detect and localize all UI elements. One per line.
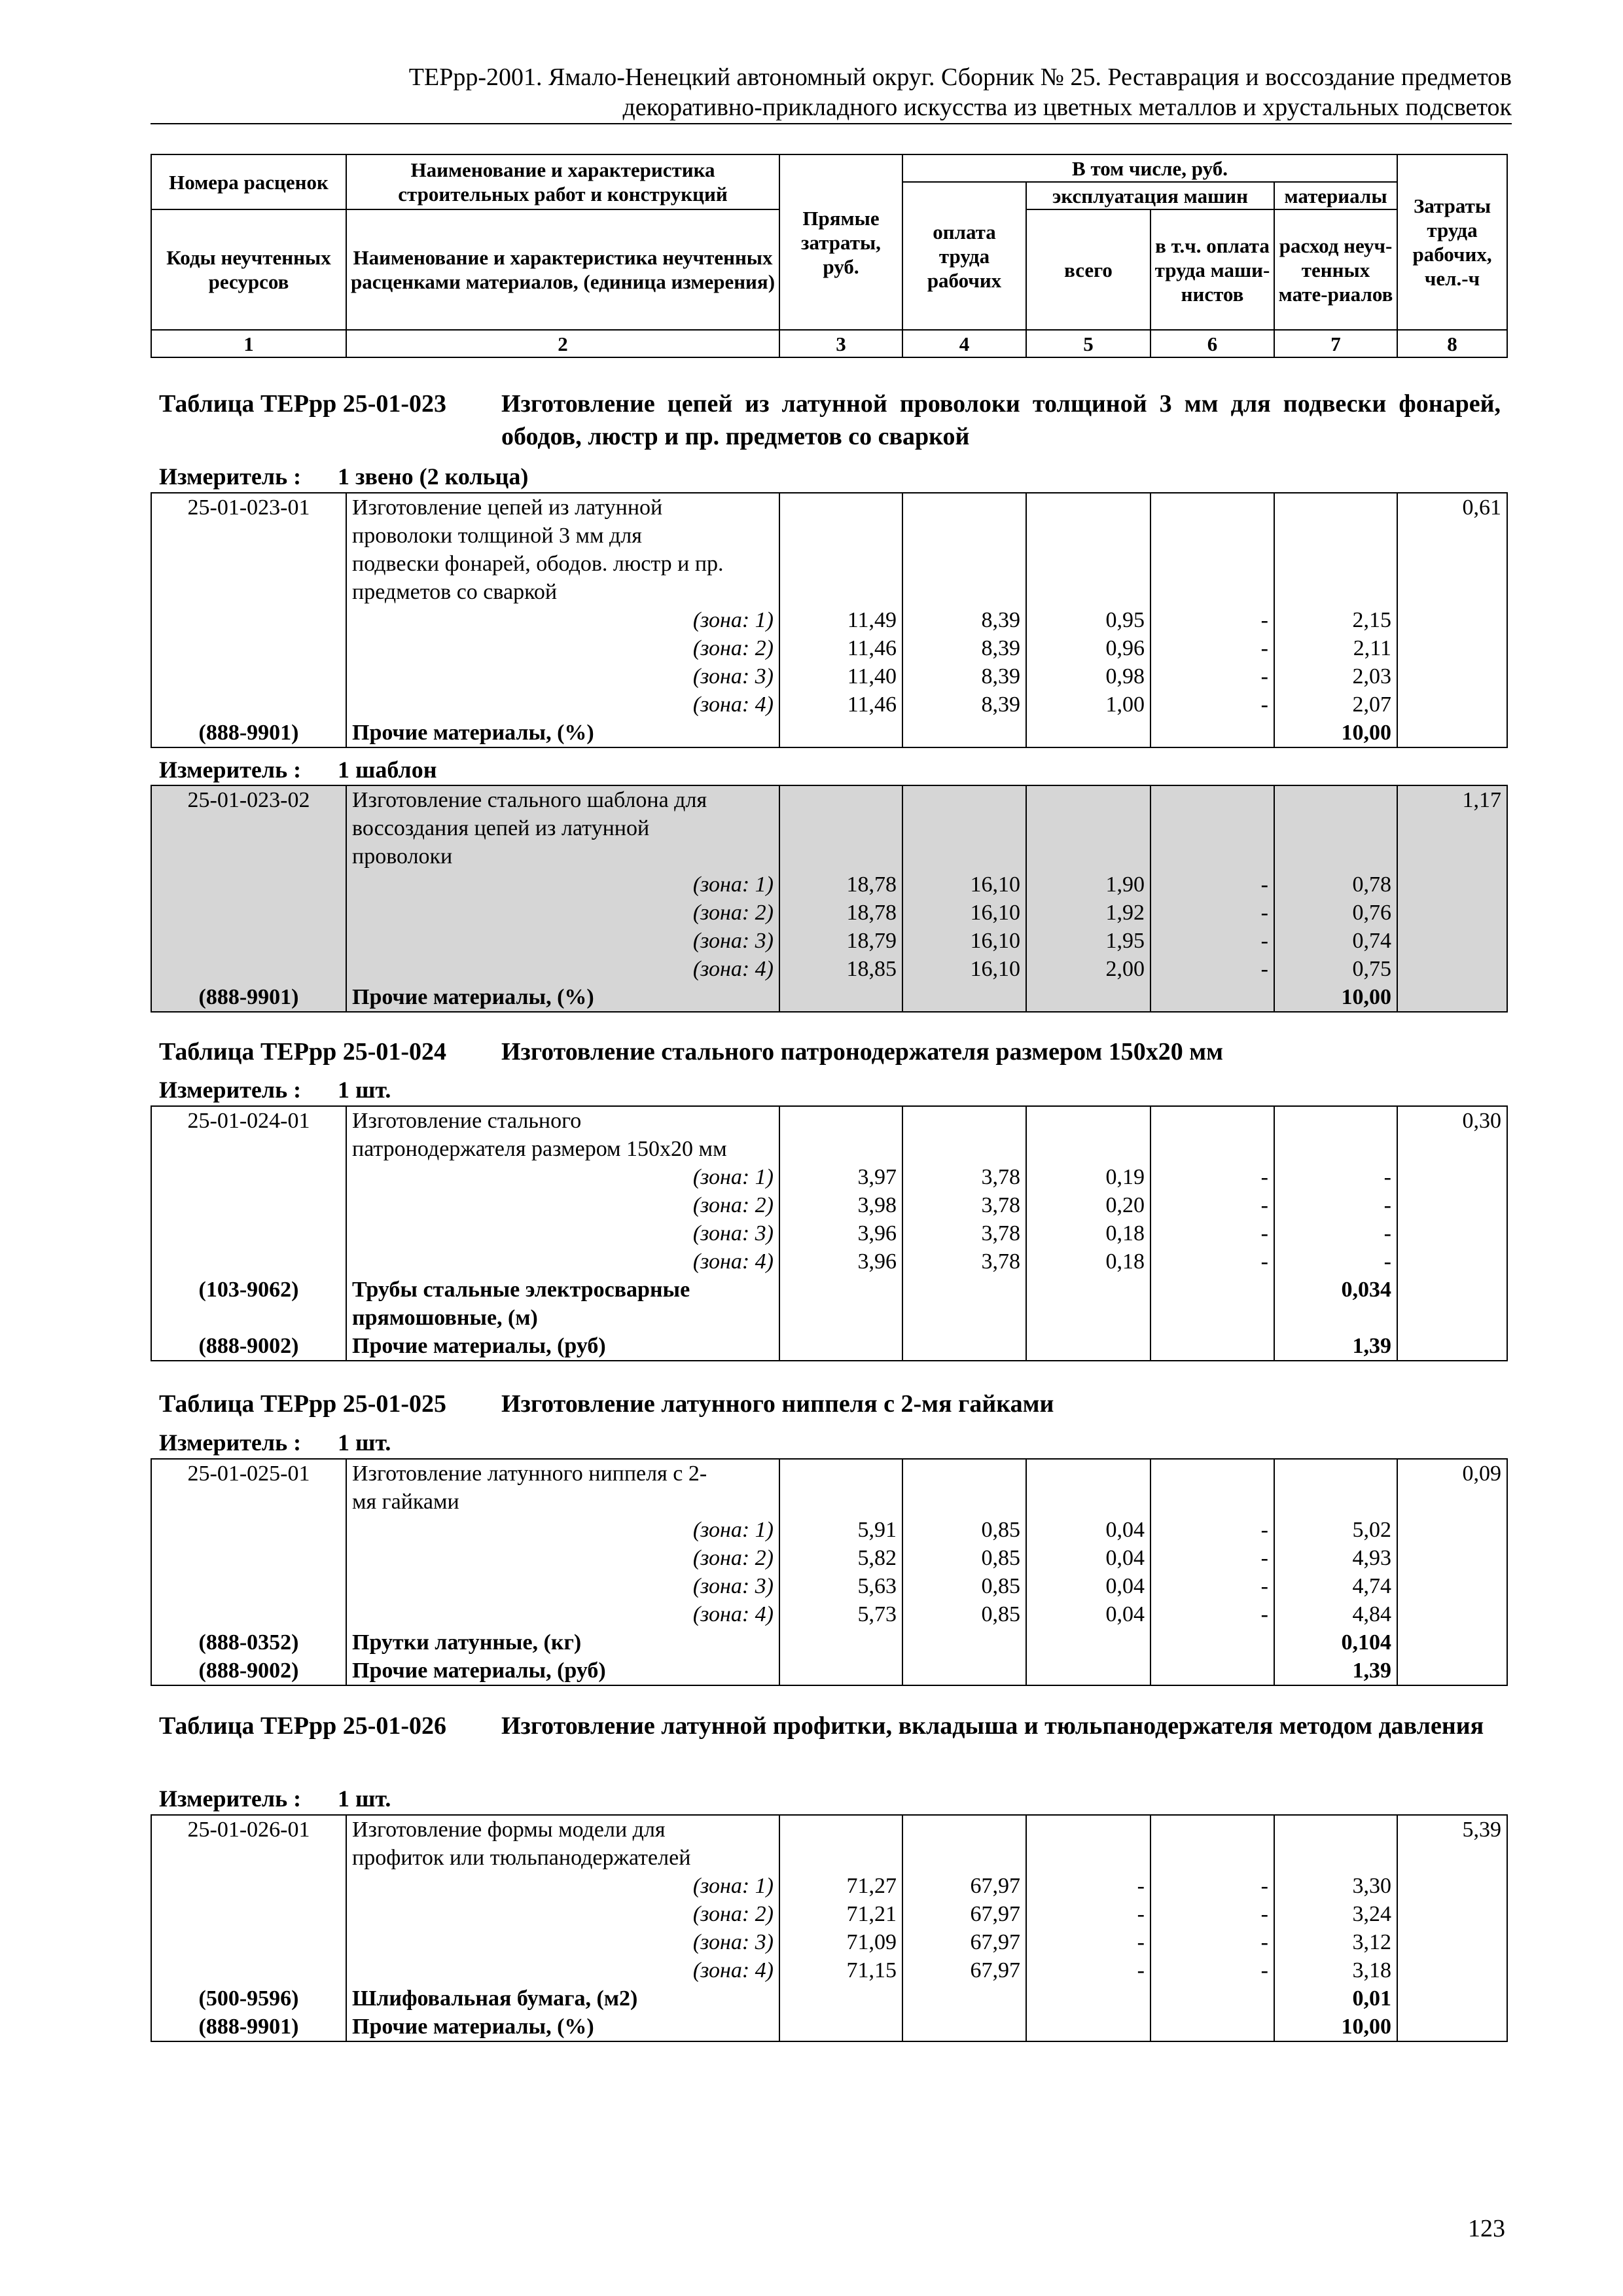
zone-row <box>151 634 1507 662</box>
resource-code: (888-9901) <box>151 2013 346 2041</box>
table-row <box>151 1815 1507 1844</box>
resource-qty: 10,00 <box>1274 983 1397 1012</box>
resource-qty: 0,034 <box>1274 1276 1397 1304</box>
group-header: В том числе, руб. <box>902 154 1397 182</box>
resource-row <box>151 2013 1507 2041</box>
direct-cost: 18,78 <box>779 870 902 899</box>
operator-wage: - <box>1150 870 1274 899</box>
resource-qty: 0,104 <box>1274 1628 1397 1657</box>
direct-cost: 11,46 <box>779 634 902 662</box>
zone-label: (зона: 3) <box>346 927 779 955</box>
operator-wage: - <box>1150 927 1274 955</box>
material-cost: 0,78 <box>1274 870 1397 899</box>
operator-wage: - <box>1150 662 1274 691</box>
resource-row <box>151 1657 1507 1685</box>
zone-row <box>151 691 1507 719</box>
zone-label: (зона: 4) <box>346 1247 779 1276</box>
zone-label: (зона: 3) <box>346 1219 779 1247</box>
rate-name: подвески фонарей, ободов. люстр и пр. <box>346 550 779 578</box>
table-row <box>151 522 1507 550</box>
table-row <box>151 1135 1507 1163</box>
zone-row <box>151 899 1507 927</box>
resource-code: (103-9062) <box>151 1276 346 1304</box>
measure-value: 1 звено (2 кольца) <box>338 463 529 490</box>
zone-row <box>151 1544 1507 1572</box>
labor-cost: 0,30 <box>1397 1106 1507 1135</box>
operator-wage: - <box>1150 1600 1274 1628</box>
operator-wage: - <box>1150 1163 1274 1191</box>
rate-name: мя гайками <box>346 1488 779 1516</box>
zone-row <box>151 1872 1507 1900</box>
resource-qty: 10,00 <box>1274 2013 1397 2041</box>
zone-row <box>151 1572 1507 1600</box>
wage-cost: 8,39 <box>902 634 1026 662</box>
table-caption: Изготовление латунного ниппеля с 2-мя гайками <box>501 1390 1054 1418</box>
zone-label: (зона: 2) <box>346 1544 779 1572</box>
zone-label: (зона: 4) <box>346 691 779 719</box>
zone-row <box>151 1900 1507 1928</box>
rate-name: патронодержателя размером 150х20 мм <box>346 1135 779 1163</box>
direct-cost: 71,15 <box>779 1956 902 1984</box>
resource-code: (888-9901) <box>151 719 346 747</box>
machine-cost: 0,04 <box>1026 1516 1150 1544</box>
operator-wage: - <box>1150 955 1274 983</box>
rate-table <box>151 492 1508 748</box>
operator-wage: - <box>1150 1516 1274 1544</box>
zone-row <box>151 1600 1507 1628</box>
resource-qty: 1,39 <box>1274 1657 1397 1685</box>
table-row <box>151 578 1507 606</box>
rate-table <box>151 1105 1508 1361</box>
zone-label: (зона: 1) <box>346 606 779 634</box>
col-number-6: 6 <box>1150 330 1274 357</box>
operator-wage: - <box>1150 606 1274 634</box>
rate-name: воссоздания цепей из латунной <box>346 814 779 842</box>
material-cost: 4,93 <box>1274 1544 1397 1572</box>
rate-name: Изготовление формы модели для <box>346 1815 779 1844</box>
table-row <box>151 493 1507 522</box>
labor-cost: 1,17 <box>1397 785 1507 814</box>
rate-name: предметов со сваркой <box>346 578 779 606</box>
resource-name: Прочие материалы, (%) <box>346 2013 779 2041</box>
wage-cost: 8,39 <box>902 691 1026 719</box>
resource-code: (888-9002) <box>151 1657 346 1685</box>
operator-wage: - <box>1150 634 1274 662</box>
zone-row <box>151 927 1507 955</box>
operator-wage: - <box>1150 1219 1274 1247</box>
resource-code: (500-9596) <box>151 1984 346 2013</box>
col4-header: оплата труда рабочих <box>902 182 1026 330</box>
wage-cost: 16,10 <box>902 927 1026 955</box>
machine-cost: 0,19 <box>1026 1163 1150 1191</box>
operator-wage: - <box>1150 899 1274 927</box>
wage-cost: 0,85 <box>902 1572 1026 1600</box>
measure-value: 1 шт. <box>338 1785 391 1812</box>
measure-value: 1 шт. <box>338 1429 391 1456</box>
machine-cost: 0,04 <box>1026 1572 1150 1600</box>
direct-cost: 18,85 <box>779 955 902 983</box>
material-cost: 2,07 <box>1274 691 1397 719</box>
wage-cost: 67,97 <box>902 1900 1026 1928</box>
resource-row <box>151 1276 1507 1304</box>
zone-row <box>151 1247 1507 1276</box>
machine-cost: 1,95 <box>1026 927 1150 955</box>
machines-header: эксплуатация машин <box>1026 182 1274 209</box>
zone-label: (зона: 1) <box>346 1516 779 1544</box>
measure-value: 1 шаблон <box>338 757 437 783</box>
machine-cost: 0,96 <box>1026 634 1150 662</box>
measure-value: 1 шт. <box>338 1077 391 1103</box>
resource-row <box>151 983 1507 1012</box>
zone-row <box>151 1191 1507 1219</box>
measure-line <box>159 463 528 490</box>
table-caption: Изготовление латунной профитки, вкладыша и тюльпанодержателя методом давления <box>501 1712 1484 1740</box>
zone-label: (зона: 2) <box>346 899 779 927</box>
material-cost: 2,03 <box>1274 662 1397 691</box>
direct-cost: 11,49 <box>779 606 902 634</box>
table-row <box>151 1106 1507 1135</box>
resource-row <box>151 1984 1507 2013</box>
wage-cost: 3,78 <box>902 1219 1026 1247</box>
material-cost: 4,74 <box>1274 1572 1397 1600</box>
zone-label: (зона: 3) <box>346 662 779 691</box>
resource-name: Прочие материалы, (руб) <box>346 1657 779 1685</box>
rate-table <box>151 1458 1508 1686</box>
material-cost: 3,24 <box>1274 1900 1397 1928</box>
table-number: Таблица ТЕРрр 25-01-026 <box>159 1712 447 1740</box>
table-row <box>151 814 1507 842</box>
measure-line <box>159 1077 391 1103</box>
rate-code: 25-01-024-01 <box>151 1106 346 1135</box>
rate-table <box>151 1814 1508 2042</box>
operator-wage: - <box>1150 1900 1274 1928</box>
rate-name: проволоки <box>346 842 779 870</box>
zone-label: (зона: 2) <box>346 634 779 662</box>
zone-row <box>151 870 1507 899</box>
direct-cost: 5,82 <box>779 1544 902 1572</box>
material-cost: 2,15 <box>1274 606 1397 634</box>
resource-name: прямошовные, (м) <box>346 1304 779 1332</box>
operator-wage: - <box>1150 1928 1274 1956</box>
wage-cost: 8,39 <box>902 606 1026 634</box>
rate-name: Изготовление цепей из латунной <box>346 493 779 522</box>
material-cost: 4,84 <box>1274 1600 1397 1628</box>
resource-code: (888-9002) <box>151 1332 346 1361</box>
zone-label: (зона: 1) <box>346 870 779 899</box>
measure-label: Измеритель : <box>159 1785 302 1812</box>
wage-cost: 67,97 <box>902 1956 1026 1984</box>
direct-cost: 11,40 <box>779 662 902 691</box>
direct-cost: 5,91 <box>779 1516 902 1544</box>
direct-cost: 71,21 <box>779 1900 902 1928</box>
wage-cost: 0,85 <box>902 1600 1026 1628</box>
wage-cost: 3,78 <box>902 1191 1026 1219</box>
col-number-5: 5 <box>1026 330 1150 357</box>
material-cost: 5,02 <box>1274 1516 1397 1544</box>
operator-wage: - <box>1150 1956 1274 1984</box>
material-cost: - <box>1274 1191 1397 1219</box>
rate-name: Изготовление стального шаблона для <box>346 785 779 814</box>
zone-row <box>151 1219 1507 1247</box>
measure-label: Измеритель : <box>159 757 302 783</box>
wage-cost: 67,97 <box>902 1872 1026 1900</box>
material-cost: 3,30 <box>1274 1872 1397 1900</box>
material-cost: 0,74 <box>1274 927 1397 955</box>
zone-label: (зона: 3) <box>346 1928 779 1956</box>
zone-row <box>151 955 1507 983</box>
resource-qty: 0,01 <box>1274 1984 1397 2013</box>
col7-header: расход неуч-тенных мате-риалов <box>1274 209 1397 330</box>
rate-code: 25-01-026-01 <box>151 1815 346 1844</box>
col-number-4: 4 <box>902 330 1026 357</box>
measure-label: Измеритель : <box>159 463 302 490</box>
zone-row <box>151 1956 1507 1984</box>
table-number: Таблица ТЕРрр 25-01-025 <box>159 1390 447 1418</box>
materials-header: материалы <box>1274 182 1397 209</box>
wage-cost: 16,10 <box>902 899 1026 927</box>
measure-label: Измеритель : <box>159 1077 302 1103</box>
zone-row <box>151 1516 1507 1544</box>
machine-cost: - <box>1026 1956 1150 1984</box>
wage-cost: 67,97 <box>902 1928 1026 1956</box>
direct-cost: 18,79 <box>779 927 902 955</box>
direct-cost: 3,97 <box>779 1163 902 1191</box>
operator-wage: - <box>1150 691 1274 719</box>
zone-label: (зона: 2) <box>346 1191 779 1219</box>
col-number-1: 1 <box>151 330 346 357</box>
resource-qty: 10,00 <box>1274 719 1397 747</box>
material-cost: - <box>1274 1163 1397 1191</box>
direct-cost: 3,98 <box>779 1191 902 1219</box>
zone-label: (зона: 4) <box>346 1600 779 1628</box>
rate-name: проволоки толщиной 3 мм для <box>346 522 779 550</box>
resource-code: (888-0352) <box>151 1628 346 1657</box>
column-header-table <box>151 154 1508 358</box>
wage-cost: 16,10 <box>902 870 1026 899</box>
zone-row <box>151 662 1507 691</box>
zone-row <box>151 1163 1507 1191</box>
col-number-2: 2 <box>346 330 779 357</box>
resource-name: Прутки латунные, (кг) <box>346 1628 779 1657</box>
rate-code: 25-01-023-02 <box>151 785 346 814</box>
zone-label: (зона: 1) <box>346 1163 779 1191</box>
rate-name: профиток или тюльпанодержателей <box>346 1844 779 1872</box>
measure-line <box>159 757 437 783</box>
measure-label: Измеритель : <box>159 1429 302 1456</box>
direct-cost: 5,73 <box>779 1600 902 1628</box>
rate-code: 25-01-025-01 <box>151 1459 346 1488</box>
zone-label: (зона: 4) <box>346 1956 779 1984</box>
rate-name: Изготовление латунного ниппеля с 2- <box>346 1459 779 1488</box>
rate-name: Изготовление стального <box>346 1106 779 1135</box>
col1-top-header: Номера расценок <box>151 154 346 209</box>
zone-label: (зона: 1) <box>346 1872 779 1900</box>
zone-row <box>151 606 1507 634</box>
machine-cost: 1,92 <box>1026 899 1150 927</box>
machine-cost: 0,98 <box>1026 662 1150 691</box>
col8-header: Затраты труда рабочих, чел.-ч <box>1397 154 1507 330</box>
material-cost: 3,18 <box>1274 1956 1397 1984</box>
direct-cost: 3,96 <box>779 1219 902 1247</box>
material-cost: 0,75 <box>1274 955 1397 983</box>
col2-top-header: Наименование и характеристика строительных работ и конструкций <box>346 154 779 209</box>
table-row <box>151 785 1507 814</box>
measure-line <box>159 1429 391 1456</box>
material-cost: 2,11 <box>1274 634 1397 662</box>
material-cost: 3,12 <box>1274 1928 1397 1956</box>
zone-label: (зона: 3) <box>346 1572 779 1600</box>
rate-table <box>151 785 1508 1013</box>
material-cost: - <box>1274 1219 1397 1247</box>
labor-cost: 0,61 <box>1397 493 1507 522</box>
wage-cost: 3,78 <box>902 1163 1026 1191</box>
direct-cost: 5,63 <box>779 1572 902 1600</box>
table-row <box>151 550 1507 578</box>
machine-cost: - <box>1026 1928 1150 1956</box>
wage-cost: 8,39 <box>902 662 1026 691</box>
col-number-3: 3 <box>779 330 902 357</box>
machine-cost: 2,00 <box>1026 955 1150 983</box>
running-header-line-2: декоративно-прикладного искусства из цветных металлов и хрустальных подсветок <box>622 94 1512 121</box>
table-row <box>151 1844 1507 1872</box>
machine-cost: 0,95 <box>1026 606 1150 634</box>
machine-cost: 1,90 <box>1026 870 1150 899</box>
col1-bottom-header: Коды неучтенных ресурсов <box>151 209 346 330</box>
machine-cost: 1,00 <box>1026 691 1150 719</box>
resource-name: Прочие материалы, (руб) <box>346 1332 779 1361</box>
machine-cost: 0,20 <box>1026 1191 1150 1219</box>
resource-code: (888-9901) <box>151 983 346 1012</box>
material-cost: - <box>1274 1247 1397 1276</box>
resource-qty: 1,39 <box>1274 1332 1397 1361</box>
table-caption: Изготовление цепей из латунной проволоки толщиной 3 мм для подвески фонарей, ободов, люстр и пр. предметов со сваркой <box>501 390 1501 450</box>
col-number-8: 8 <box>1397 330 1507 357</box>
wage-cost: 0,85 <box>902 1544 1026 1572</box>
machine-cost: 0,18 <box>1026 1247 1150 1276</box>
header-rule <box>151 123 1512 124</box>
operator-wage: - <box>1150 1191 1274 1219</box>
direct-cost: 11,46 <box>779 691 902 719</box>
zone-label: (зона: 2) <box>346 1900 779 1928</box>
direct-cost: 71,09 <box>779 1928 902 1956</box>
col5-header: всего <box>1026 209 1150 330</box>
resource-name: Прочие материалы, (%) <box>346 983 779 1012</box>
page-number: 123 <box>1468 2215 1505 2242</box>
table-row <box>151 842 1507 870</box>
operator-wage: - <box>1150 1544 1274 1572</box>
machine-cost: 0,18 <box>1026 1219 1150 1247</box>
table-number: Таблица ТЕРрр 25-01-023 <box>159 390 447 418</box>
resource-row <box>151 1332 1507 1361</box>
resource-row <box>151 1304 1507 1332</box>
measure-line <box>159 1785 391 1812</box>
wage-cost: 16,10 <box>902 955 1026 983</box>
table-row <box>151 1459 1507 1488</box>
machine-cost: - <box>1026 1872 1150 1900</box>
labor-cost: 5,39 <box>1397 1815 1507 1844</box>
material-cost: 0,76 <box>1274 899 1397 927</box>
col2-bottom-header: Наименование и характеристика неучтенных расценками материалов, (единица измерения) <box>346 209 779 330</box>
resource-row <box>151 1628 1507 1657</box>
wage-cost: 0,85 <box>902 1516 1026 1544</box>
wage-cost: 3,78 <box>902 1247 1026 1276</box>
operator-wage: - <box>1150 1572 1274 1600</box>
col-number-7: 7 <box>1274 330 1397 357</box>
resource-name: Шлифовальная бумага, (м2) <box>346 1984 779 2013</box>
col6-header: в т.ч. оплата труда маши-нистов <box>1150 209 1274 330</box>
table-number: Таблица ТЕРрр 25-01-024 <box>159 1038 447 1066</box>
direct-cost: 71,27 <box>779 1872 902 1900</box>
resource-row <box>151 719 1507 747</box>
table-caption: Изготовление стального патронодержателя размером 150х20 мм <box>501 1038 1224 1066</box>
machine-cost: 0,04 <box>1026 1600 1150 1628</box>
direct-cost: 3,96 <box>779 1247 902 1276</box>
zone-label: (зона: 4) <box>346 955 779 983</box>
operator-wage: - <box>1150 1247 1274 1276</box>
machine-cost: - <box>1026 1900 1150 1928</box>
resource-name: Прочие материалы, (%) <box>346 719 779 747</box>
labor-cost: 0,09 <box>1397 1459 1507 1488</box>
machine-cost: 0,04 <box>1026 1544 1150 1572</box>
operator-wage: - <box>1150 1872 1274 1900</box>
zone-row <box>151 1928 1507 1956</box>
resource-name: Трубы стальные электросварные <box>346 1276 779 1304</box>
direct-cost: 18,78 <box>779 899 902 927</box>
rate-code: 25-01-023-01 <box>151 493 346 522</box>
col3-header: Прямые затраты, руб. <box>779 154 902 330</box>
running-header-line-1: ТЕРрр-2001. Ямало-Ненецкий автономный округ. Сборник № 25. Реставрация и воссоздание предметов <box>408 63 1512 91</box>
table-row <box>151 1488 1507 1516</box>
